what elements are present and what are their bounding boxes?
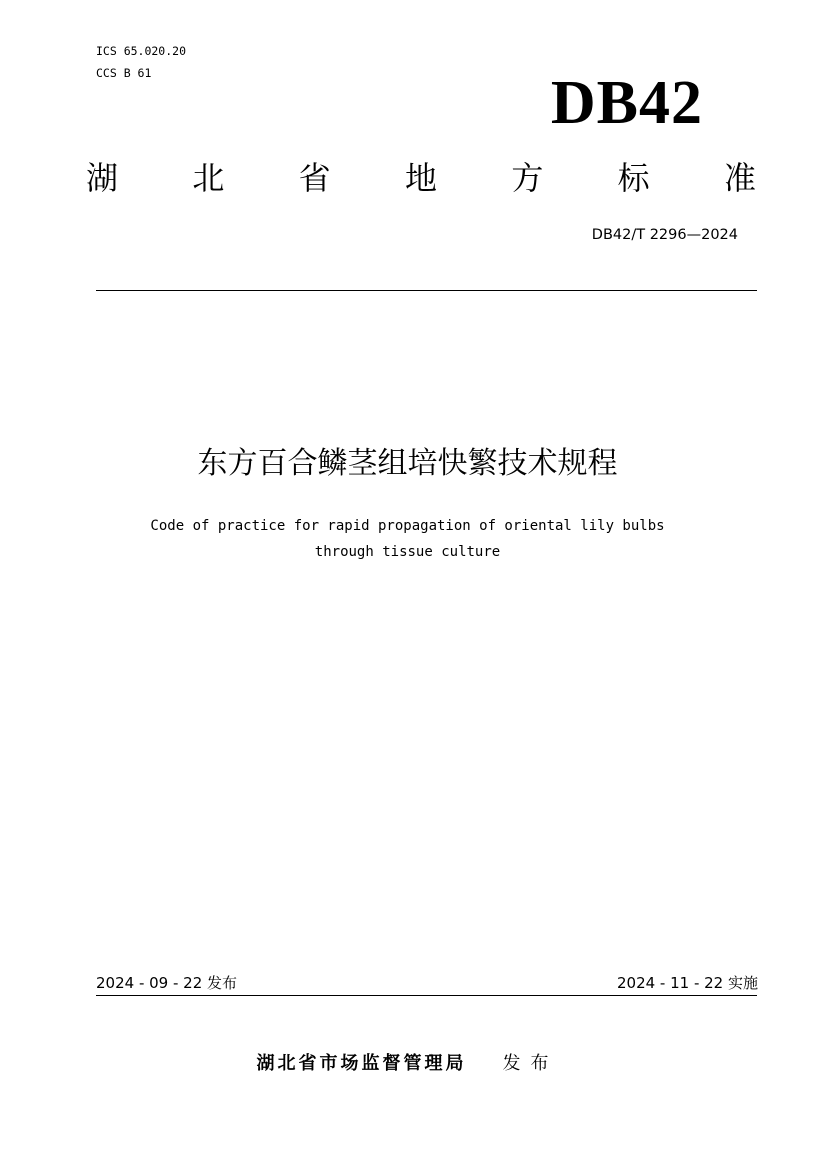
standard-type-char: 省 bbox=[298, 159, 331, 197]
issue-date: 2024 - 09 - 22 发布 bbox=[96, 974, 238, 992]
footer-divider bbox=[96, 995, 757, 996]
standard-type-heading bbox=[86, 156, 756, 200]
document-number: DB42/T 2296—2024 bbox=[591, 227, 738, 243]
standard-type-char: 湖 bbox=[86, 159, 119, 197]
document-title-chinese: 东方百合鳞茎组培快繁技术规程 bbox=[197, 446, 618, 481]
standard-brand-mark: DB42 bbox=[550, 69, 703, 137]
implementation-date: 2024 - 11 - 22 实施 bbox=[616, 974, 758, 992]
document-title-english bbox=[0, 513, 815, 565]
standard-type-char: 地 bbox=[404, 159, 437, 197]
standard-type-char: 准 bbox=[723, 159, 756, 197]
standard-type-char: 标 bbox=[617, 159, 650, 197]
header-divider bbox=[96, 290, 757, 291]
publisher-organization: 湖北省市场监督管理局 bbox=[256, 1053, 467, 1074]
publisher-line bbox=[0, 1050, 815, 1078]
ccs-code: CCS B 61 bbox=[96, 66, 152, 80]
standard-type-char: 方 bbox=[511, 159, 544, 197]
english-title-line: through tissue culture bbox=[314, 544, 501, 560]
standard-type-char: 北 bbox=[192, 159, 225, 197]
ics-code: ICS 65.020.20 bbox=[96, 44, 187, 58]
publisher-action: 发布 bbox=[502, 1053, 559, 1074]
english-title-line: Code of practice for rapid propagation of oriental lily bulbs bbox=[150, 518, 665, 534]
